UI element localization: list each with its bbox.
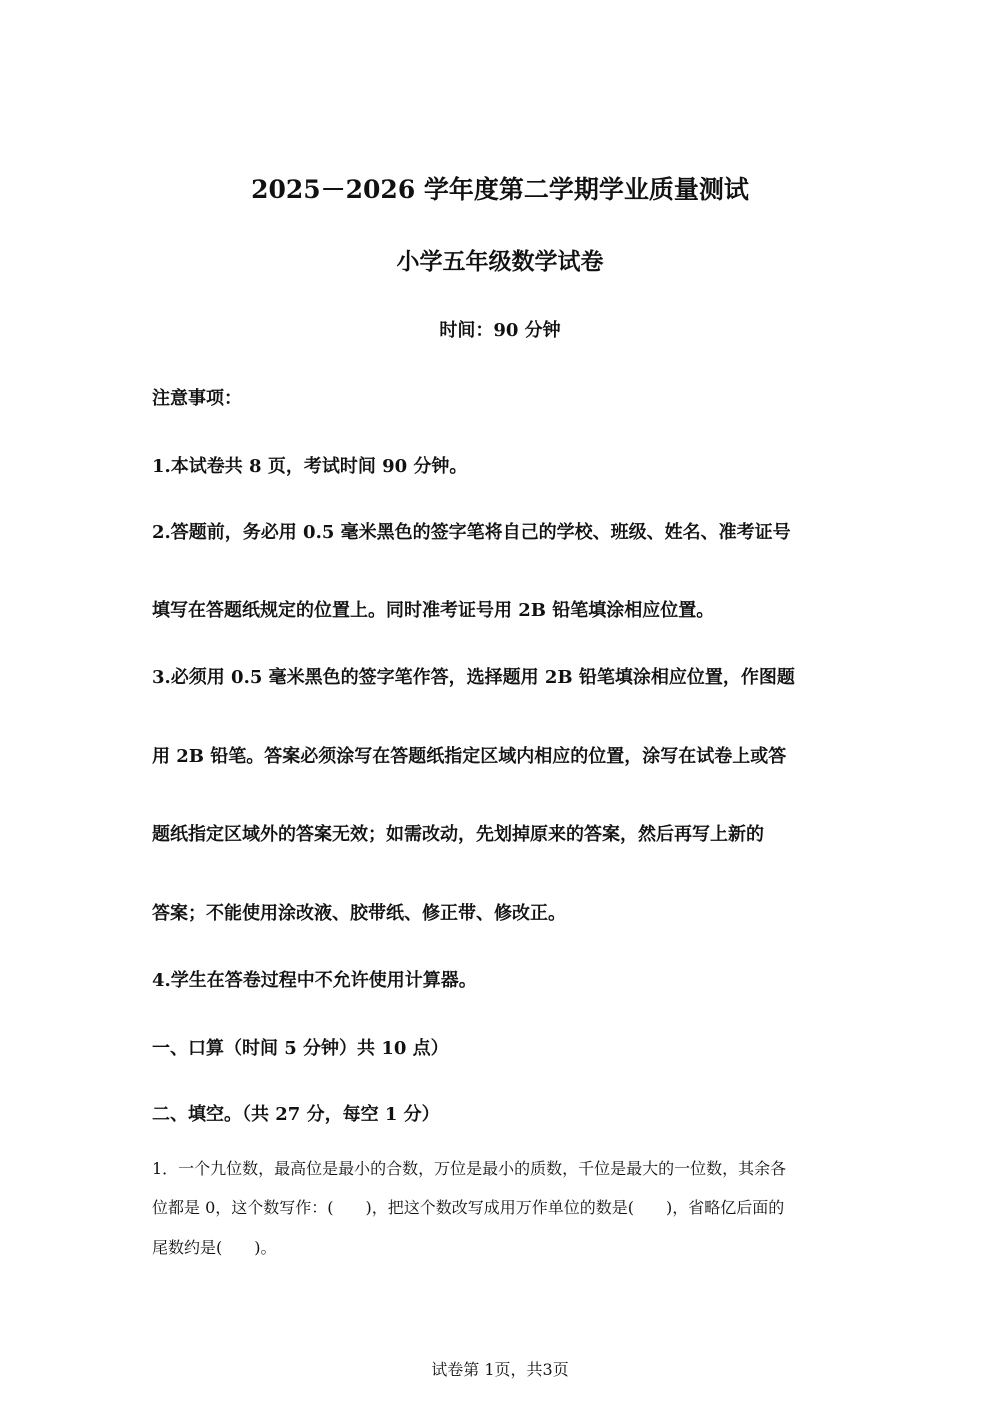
notice-line-7: 答案；不能使用涂改液、胶带纸、修正带、修改正。 [152,903,566,924]
notice-line-2: 2.答题前，务必用 0.5 毫米黑色的签字笔将自己的学校、班级、姓名、准考证号 [152,522,791,543]
question-1-line-2: 位都是 0，这个数写作：( )，把这个数改写成用万作单位的数是( )，省略亿后面的 [152,1198,785,1217]
notice-line-1: 1.本试卷共 8 页，考试时间 90 分钟。 [152,456,468,477]
notice-line-8: 4.学生在答卷过程中不允许使用计算器。 [152,970,477,991]
notice-line-3: 填写在答题纸规定的位置上。同时准考证号用 2B 铅笔填涂相应位置。 [152,600,715,621]
exam-subtitle: 小学五年级数学试卷 [396,248,604,275]
exam-title: 2025－2026 学年度第二学期学业质量测试 [251,175,749,204]
notice-line-5: 用 2B 铅笔。答案必须涂写在答题纸指定区域内相应的位置，涂写在试卷上或答 [152,746,787,767]
notice-line-6: 题纸指定区域外的答案无效；如需改动，先划掉原来的答案，然后再写上新的 [152,824,764,845]
question-1-line-1: 1．一个九位数，最高位是最小的合数，万位是最小的质数，千位是最大的一位数，其余各 [152,1159,787,1178]
exam-time: 时间：90 分钟 [439,320,561,341]
page-footer: 试卷第 1页，共3页 [431,1360,569,1379]
notice-line-4: 3.必须用 0.5 毫米黑色的签字笔作答，选择题用 2B 铅笔填涂相应位置，作图题 [152,667,795,688]
question-1-line-3: 尾数约是( )。 [152,1238,277,1257]
section-heading-oral: 一、口算（时间 5 分钟）共 10 点） [152,1038,449,1059]
section-heading-fill: 二、填空。（共 27 分，每空 1 分） [152,1104,440,1125]
notice-heading: 注意事项： [152,388,242,409]
